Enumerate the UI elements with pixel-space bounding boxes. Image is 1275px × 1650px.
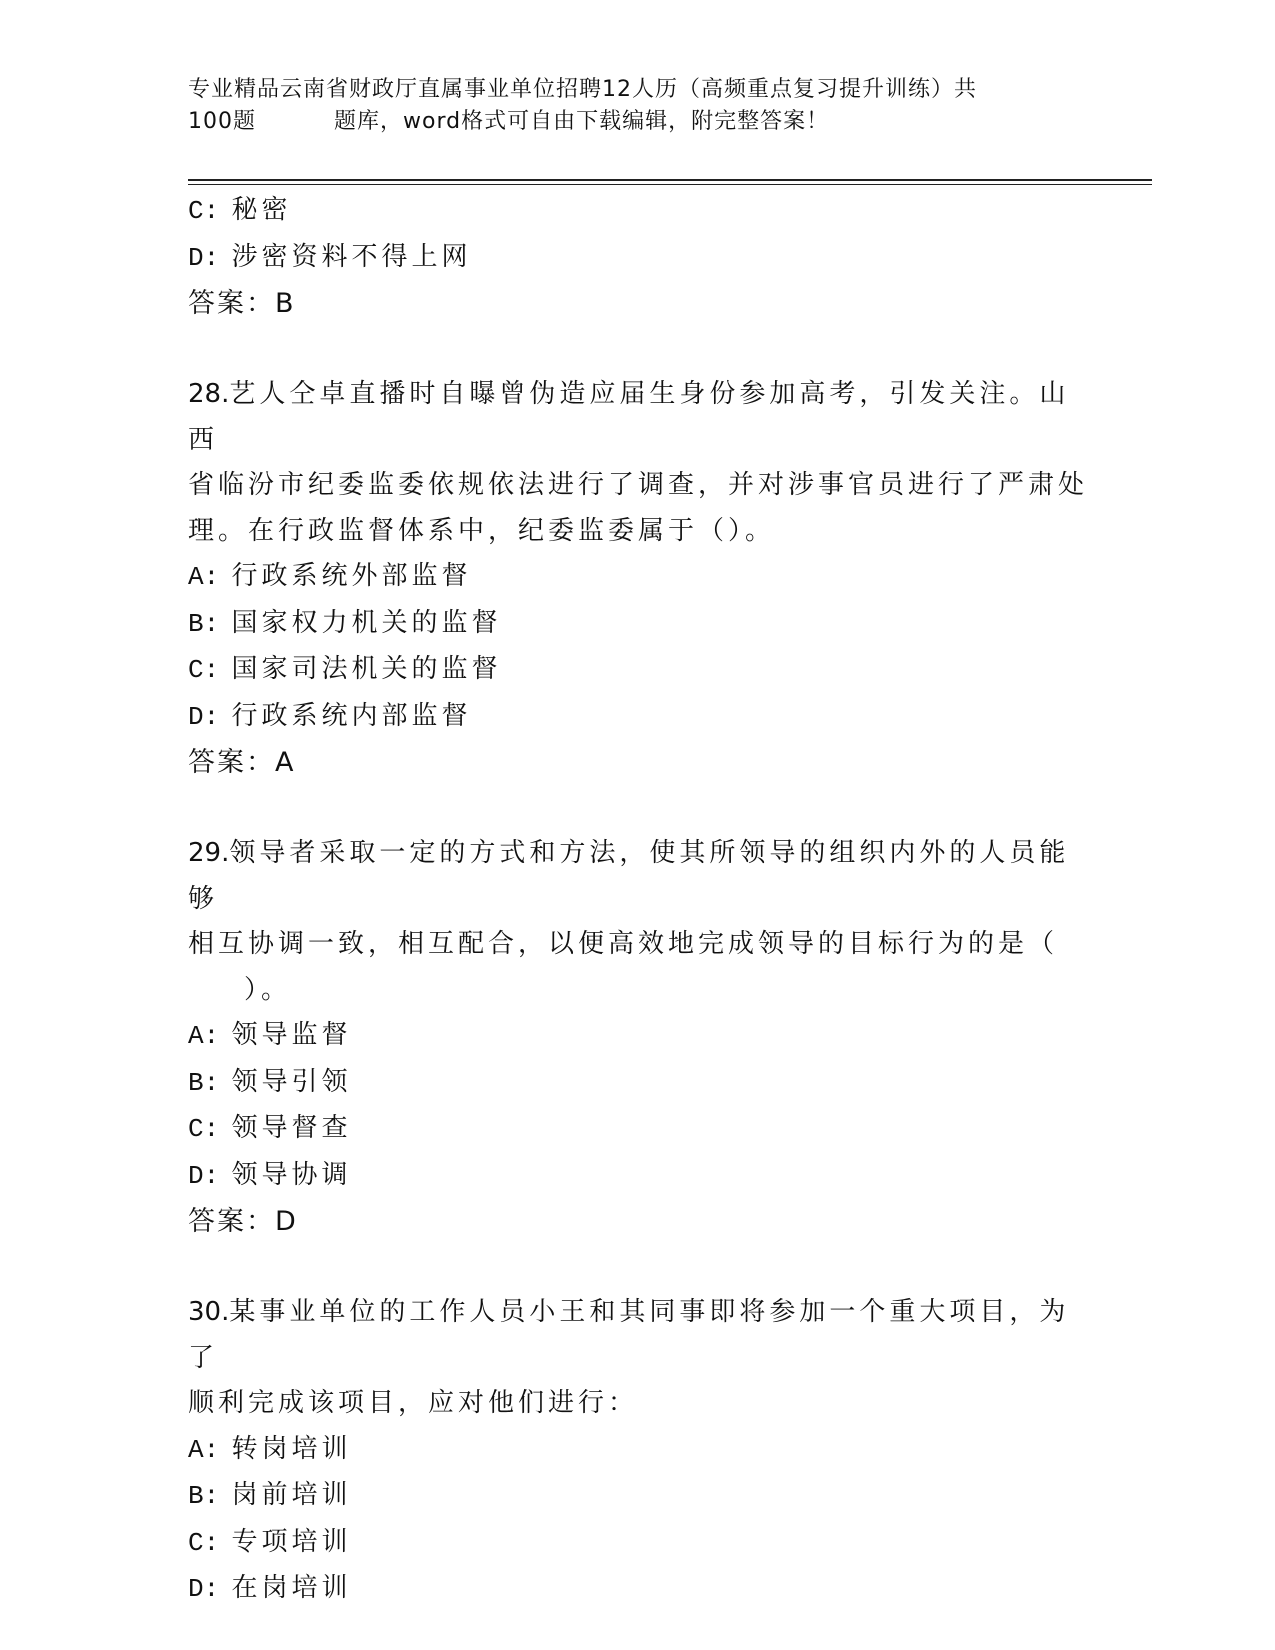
header-line-2 (188, 106, 1148, 138)
option-c: C: 秘密 (188, 195, 292, 226)
question-line: 理。在行政监督体系中，纪委监委属于（）。 (188, 515, 776, 546)
option-text: 领导引领 (231, 1066, 352, 1097)
question-line: ）。 (244, 974, 292, 1005)
option-a: A: 转岗培训 (188, 1433, 352, 1465)
option-text: 秘密 (231, 195, 292, 225)
question-number: 28. (188, 379, 230, 409)
question-28 (188, 372, 1088, 786)
option-text: 岗前培训 (231, 1480, 352, 1510)
question-line: 相互协调一致，相互配合，以便高效地完成领导的目标行为的是（ (188, 929, 1059, 959)
option-text: 领导协调 (231, 1159, 352, 1190)
question-line: 顺利完成该项目，应对他们进行： (188, 1388, 639, 1418)
option-text: 转岗培训 (231, 1433, 352, 1464)
option-text: 领导监督 (231, 1020, 352, 1050)
document-header (188, 74, 1148, 138)
option-text: 行政系统外部监督 (231, 561, 472, 591)
header-count: 100题 (188, 109, 256, 134)
question-content (188, 188, 1088, 1613)
option-text: 在岗培训 (231, 1573, 352, 1603)
option-a: A: 行政系统外部监督 (188, 561, 472, 592)
header-description: 题库，word格式可自由下载编辑，附完整答案！ (334, 109, 830, 134)
option-text: 行政系统内部监督 (231, 700, 472, 731)
option-text: 国家权力机关的监督 (231, 607, 502, 638)
option-c: C: 领导督查 (188, 1113, 352, 1144)
option-text: 国家司法机关的监督 (231, 654, 502, 684)
header-line-1: 专业精品云南省财政厅直属事业单位招聘12人历（高频重点复习提升训练）共 (188, 77, 977, 102)
question-line: 29.领导者采取一定的方式和方法，使其所领导的组织内外的人员能够 (188, 838, 1070, 914)
header-rule-thin (188, 184, 1152, 185)
header-rule-thick (188, 179, 1152, 181)
option-c: C: 国家司法机关的监督 (188, 654, 502, 685)
answer-line: 答案：B (188, 288, 296, 319)
question-line: 省临汾市纪委监委依规依法进行了调查，并对涉事官员进行了严肃处 (188, 470, 1089, 500)
option-d: D: 涉密资料不得上网 (188, 241, 472, 273)
answer-line: 答案：D (188, 1206, 298, 1237)
option-d: D: 领导协调 (188, 1159, 352, 1191)
option-b: B: 领导引领 (188, 1066, 352, 1098)
option-text: 领导督查 (231, 1113, 352, 1143)
answer-line: 答案：A (188, 747, 296, 778)
question-line: 28.艺人仝卓直播时自曝曾伪造应届生身份参加高考，引发关注。山西 (188, 379, 1070, 455)
question-30 (188, 1290, 1088, 1613)
option-b: B: 国家权力机关的监督 (188, 607, 502, 639)
question-line: 30.某事业单位的工作人员小王和其同事即将参加一个重大项目，为了 (188, 1297, 1070, 1373)
option-b: B: 岗前培训 (188, 1480, 352, 1511)
option-a: A: 领导监督 (188, 1020, 352, 1051)
question-29 (188, 831, 1088, 1245)
option-d: D: 在岗培训 (188, 1573, 352, 1604)
option-text: 涉密资料不得上网 (231, 241, 472, 272)
question-number: 29. (188, 838, 230, 868)
option-d: D: 行政系统内部监督 (188, 700, 472, 732)
option-text: 专项培训 (231, 1526, 352, 1557)
option-c: C: 专项培训 (188, 1526, 352, 1558)
question-number: 30. (188, 1297, 230, 1327)
